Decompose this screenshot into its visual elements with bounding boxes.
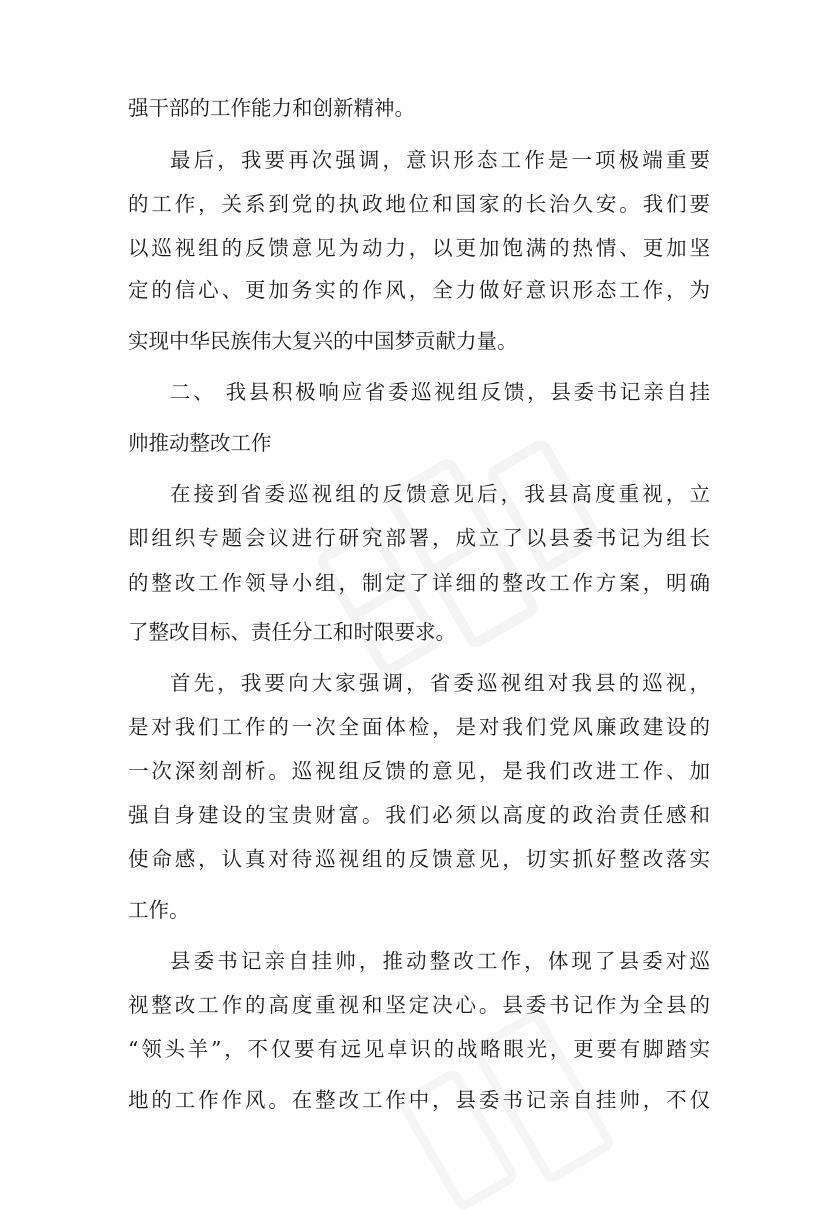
text-line-22: 地的工作作风。在整改工作中，县委书记亲自挂帅，不仅 xyxy=(128,1088,710,1112)
text-line-5: 定的信心、更加务实的作风，全力做好意识形态工作，为 xyxy=(128,278,710,302)
text-line-18: 工作。 xyxy=(128,898,190,922)
text-line-11: 的整改工作领导小组，制定了详细的整改工作方案，明确 xyxy=(128,571,710,595)
text-line-1: 强干部的工作能力和创新精神。 xyxy=(128,96,415,120)
text-line-6: 实现中华民族伟大复兴的中国梦贡献力量。 xyxy=(128,329,518,353)
text-line-10: 即组织专题会议进行研究部署，成立了以县委书记为组长 xyxy=(128,526,710,550)
text-line-15: 一次深刻剖析。巡视组反馈的意见，是我们改进工作、加 xyxy=(128,759,710,783)
text-line-16: 强自身建设的宝贵财富。我们必须以高度的政治责任感和 xyxy=(128,803,710,827)
text-line-13: 首先，我要向大家强调，省委巡视组对我县的巡视， xyxy=(170,671,710,695)
text-line-17: 使命感，认真对待巡视组的反馈意见，切实抓好整改落实 xyxy=(128,847,710,871)
text-line-4: 以巡视组的反馈意见为动力，以更加饱满的热情、更加坚 xyxy=(128,236,710,260)
section-heading-line-1: 二、 我县积极响应省委巡视组反馈，县委书记亲自挂 xyxy=(170,380,710,404)
text-line-9: 在接到省委巡视组的反馈意见后，我县高度重视，立 xyxy=(170,482,710,506)
text-line-14: 是对我们工作的一次全面体检，是对我们党风廉政建设的 xyxy=(128,715,710,739)
text-line-3: 的工作，关系到党的执政地位和国家的长治久安。我们要 xyxy=(128,192,710,216)
text-line-12: 了整改目标、责任分工和时限要求。 xyxy=(128,620,456,644)
text-line-21: “领头羊”，不仅要有远见卓识的战略眼光，更要有脚踏实 xyxy=(128,1037,710,1061)
section-heading-line-2: 帅推动整改工作 xyxy=(128,431,272,455)
text-line-20: 视整改工作的高度重视和坚定决心。县委书记作为全县的 xyxy=(128,993,710,1017)
text-line-2: 最后，我要再次强调，意识形态工作是一项极端重要 xyxy=(170,148,710,172)
text-line-19: 县委书记亲自挂帅，推动整改工作，体现了县委对巡 xyxy=(170,949,710,973)
